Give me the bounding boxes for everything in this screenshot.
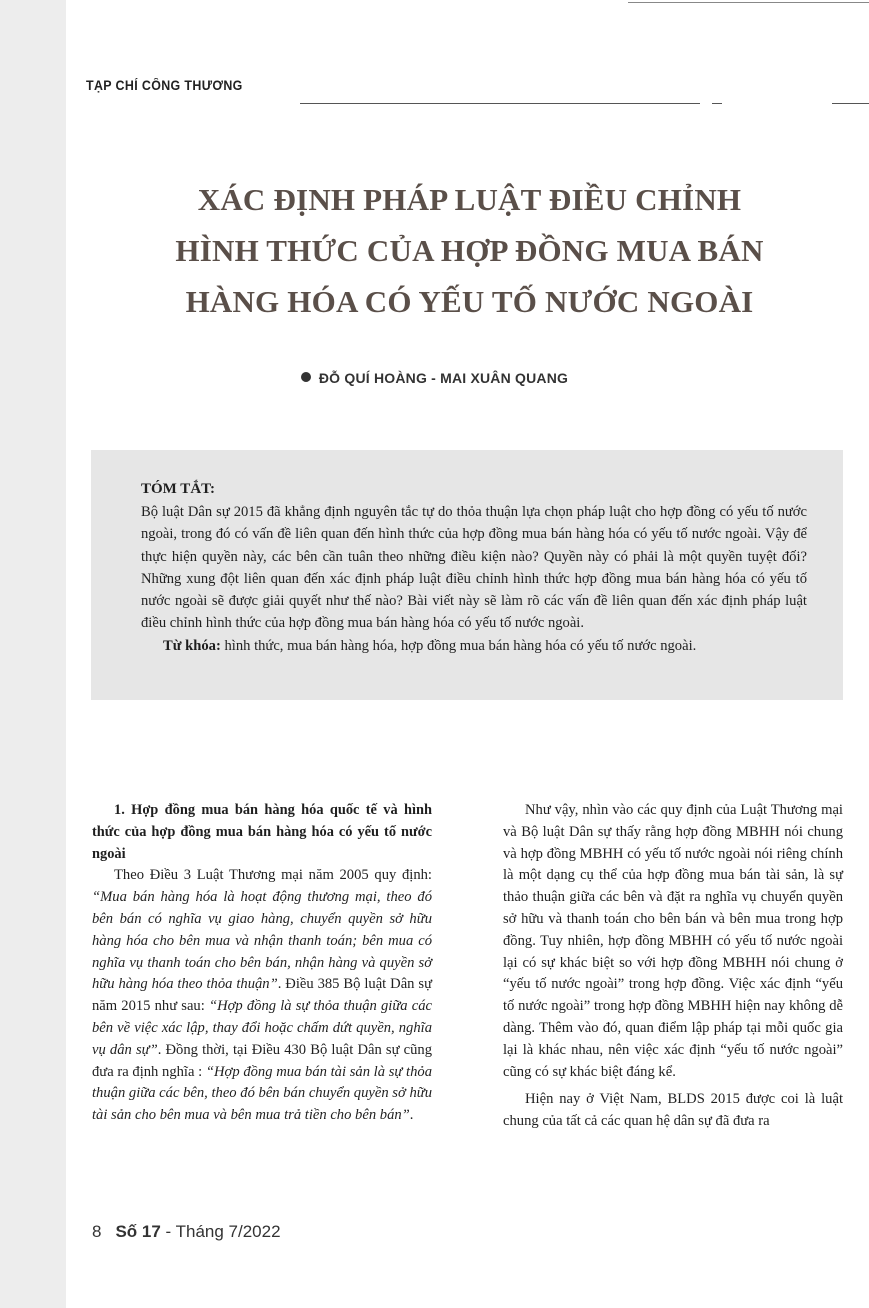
abstract-heading: TÓM TẮT: [141, 481, 216, 497]
quote-run: “Mua bán hàng hóa là hoạt động thương mại, theo đó bên bán có nghĩa vụ giao hàng, chuyển quyền sở hữu hàng hóa cho bên mua và nhận thanh toán; bên mua có nghĩa vụ thanh toán cho bên bán, nhận hàng và quyền sở hữu hàng hóa theo thỏa thuận” [92, 889, 432, 993]
text-run: . Điều 385 Bộ luật Dân sự năm 2015 như sau: [92, 976, 432, 1015]
keywords-list: hình thức, mua bán hàng hóa, hợp đồng mua bán hàng hóa có yếu tố nước ngoài. [220, 637, 697, 654]
keywords-label: Từ khóa: [163, 637, 221, 654]
text-run: . Đồng thời, tại Điều 430 Bộ luật Dân sự cũng đưa ra định nghĩa : [92, 1041, 432, 1080]
author-names: ĐỖ QUÍ HOÀNG - MAI XUÂN QUANG [318, 370, 569, 386]
issue-label: Số 17 [115, 1222, 161, 1241]
abstract-body: Bộ luật Dân sự 2015 đã khẳng định nguyên tắc tự do thỏa thuận lựa chọn pháp luật cho hợp đồng có yếu tố nước ngoài, trong đó có vấn đề liên quan đến hình thức của hợp đồng mua bán hàng hóa có yếu tố nước ngoài. Vậy để thực hiện quyền này, các bên cần tuân theo những điều kiện nào? Quyền này có phải là một quyền tuyệt đối? Những xung đột liên quan đến xác định pháp luật điều chỉnh hình thức hợp đồng mua bán hàng hóa có yếu tố nước ngoài sẽ được giải quyết như thế nào? Bài viết này sẽ làm rõ các vấn đề liên quan đến xác định pháp luật điều chỉnh hình thức của hợp đồng mua bán hàng hóa có yếu tố nước ngoài. [141, 504, 807, 632]
text-run: . [409, 1107, 414, 1124]
authors [0, 370, 869, 386]
bullet-icon [301, 372, 311, 382]
issue-date: - Tháng 7/2022 [160, 1222, 281, 1241]
header-rule [300, 103, 700, 104]
abstract-box [91, 450, 843, 700]
quote-run: “Hợp đồng là sự thỏa thuận giữa các bên về việc xác lập, thay đổi hoặc chấm dứt quyền, nghĩa vụ dân sự” [92, 998, 432, 1058]
paragraph [92, 865, 432, 1127]
journal-name: TẠP CHÍ CÔNG THƯƠNG [86, 78, 243, 93]
page-left-margin [0, 0, 66, 1308]
section-heading: 1. Hợp đồng mua bán hàng hóa quốc tế và hình thức của hợp đồng mua bán hàng hóa có yếu tố nước ngoài [92, 802, 432, 862]
title-line: HÀNG HÓA CÓ YẾU TỐ NƯỚC NGOÀI [185, 284, 754, 319]
page-number: 8 [92, 1222, 102, 1241]
header-rule-right [832, 103, 869, 104]
paragraph: Hiện nay ở Việt Nam, BLDS 2015 được coi là luật chung của tất cả các quan hệ dân sự đã đưa ra [503, 1091, 843, 1130]
abstract-text [141, 501, 807, 635]
abstract-keywords [141, 635, 807, 657]
title-line: XÁC ĐỊNH PHÁP LUẬT ĐIỀU CHỈNH [197, 182, 742, 217]
text-run: Theo Điều 3 Luật Thương mại năm 2005 quy định: [114, 867, 432, 884]
header-rule-short [712, 103, 722, 104]
title-line: HÌNH THỨC CỦA HỢP ĐỒNG MUA BÁN [175, 233, 764, 268]
paragraph: Như vậy, nhìn vào các quy định của Luật Thương mại và Bộ luật Dân sự thấy rằng hợp đồng MBHH nói chung và hợp đồng MBHH có yếu tố nước ngoài nói riêng chính là một dạng cụ thể của hợp đồng mua bán tài sản, là sự thảo thuận giữa các bên và đặt ra nghĩa vụ chuyển quyền sở hữu và thanh toán cho bên bán và bên mua trong hợp đồng. Tuy nhiên, hợp đồng MBHH có yếu tố nước ngoài lại có sự khác biệt so với hợp đồng MBHH nói chung ở “yếu tố nước ngoài” trong hợp đồng. Việc xác định “yếu tố nước ngoài” trong hợp đồng MBHH hiện nay không dễ dàng. Thêm vào đó, quan điểm lập pháp tại mỗi quốc gia lại là khác nhau, nên việc xác định “yếu tố nước ngoài” cũng có sự khác biệt đáng kể. [503, 802, 843, 1080]
quote-run: “Hợp đồng mua bán tài sản là sự thỏa thuận giữa các bên, theo đó bên bán chuyển quyền sở hữu tài sản cho bên mua và bên mua trả tiền cho bên bán” [92, 1063, 432, 1124]
page-footer [92, 1222, 281, 1242]
right-column [503, 800, 843, 1133]
top-corner-rule [628, 2, 869, 3]
article-title [70, 174, 869, 327]
left-column [92, 800, 432, 1127]
